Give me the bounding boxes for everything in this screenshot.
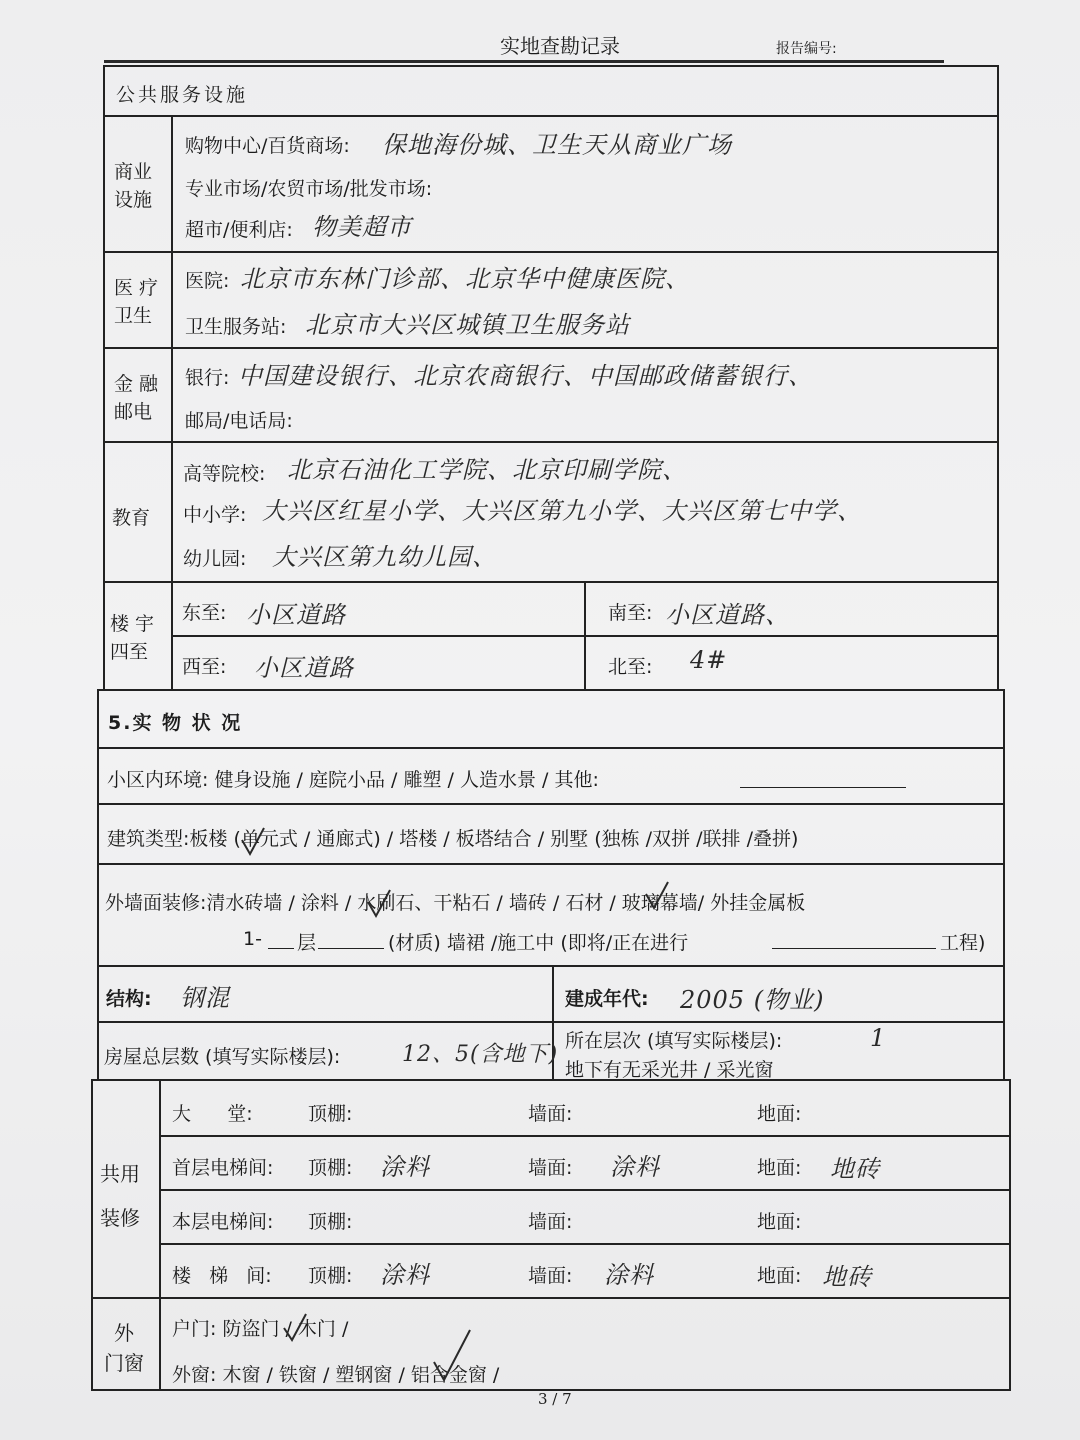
report-number-label: 报告编号: (776, 41, 837, 57)
market-label: 专业市场/农贸市场/批发市场: (185, 178, 433, 200)
hospital-label: 医院: (185, 270, 230, 292)
checkmark-icon (240, 826, 266, 858)
facade-line2-b: 层 (297, 932, 317, 954)
shopping-label: 购物中心/百货商场: (185, 135, 350, 157)
supermarket-label: 超市/便利店: (185, 219, 293, 241)
south-value: 小区道路、 (665, 601, 790, 629)
env-other-blank (740, 787, 906, 788)
floors-label: 房屋总层数 (填写实际楼层): (104, 1046, 341, 1068)
deco-row-lobby: 大 堂: (172, 1103, 253, 1125)
facade-label: 外墙面装修: (105, 892, 207, 914)
facade-line2-a: 1- (243, 928, 262, 950)
kindergarten-value: 大兴区第九幼儿园、 (272, 543, 497, 571)
deco-wall-label: 墙面: (528, 1103, 573, 1125)
structure-value: 钢混 (180, 984, 230, 1012)
deco-first-elevator-ground-value: 地砖 (830, 1155, 880, 1183)
checkmark-icon (282, 1310, 308, 1342)
deco-wall-label: 墙面: (528, 1265, 573, 1287)
deco-ground-label: 地面: (757, 1211, 802, 1233)
deco-ground-label: 地面: (757, 1265, 802, 1287)
deco-ceiling-label: 顶棚: (308, 1211, 353, 1233)
deco-ceiling-label: 顶棚: (308, 1265, 353, 1287)
building-type-row (107, 824, 798, 851)
shopping-value: 保地海份城、卫生天从商业广场 (382, 131, 732, 159)
deco-row-floor-elevator: 本层电梯间: (172, 1211, 274, 1233)
environment-label: 小区内环境: (107, 769, 209, 791)
medical-label: 医 疗 卫生 (114, 277, 159, 327)
supermarket-value: 物美超市 (312, 213, 412, 241)
finance-label: 金 融 邮电 (114, 373, 159, 423)
env-option-waterscape: 人造水景 (459, 769, 536, 791)
checkmark-icon (644, 880, 670, 912)
facade-line2-c: (材质) 墙裙 /施工中 (即将/正在进行 (388, 932, 689, 954)
document-title: 实地查勘记录 (500, 34, 620, 58)
floors-value: 12、5(含地下) (402, 1042, 559, 1067)
floor-at-value: 1 (870, 1024, 887, 1052)
environment-row: 小区内环境: 健身设施 / 庭院小品 / 雕塑 / 人造水景 / 其他: (107, 769, 599, 791)
building-type-options: 板楼 (单元式 / 通廊式) / 塔楼 / 板塔结合 / 别墅 (独栋 /双拼 /联排 /叠拼) (189, 828, 799, 850)
facade-options: 清水砖墙 / 涂料 / 水刷石、干粘石 / 墙砖 / 石材 / 玻璃幕墙/ 外挂金属板 (206, 892, 806, 914)
checkmark-icon (366, 888, 392, 920)
section-title-public-services: 公共服务设施 (116, 84, 249, 106)
page-number: 3 / 7 (538, 1390, 572, 1408)
facade-row (105, 888, 805, 915)
facade-project-blank (772, 948, 936, 949)
structure-label: 结构: (106, 988, 152, 1010)
west-value: 小区道路 (254, 654, 354, 682)
door-options: 户门: 防盗门 / 木门 / (172, 1318, 349, 1340)
west-label: 西至: (182, 656, 227, 678)
env-option-sculpture: 雕塑 (403, 769, 442, 791)
deco-wall-label: 墙面: (528, 1211, 573, 1233)
floor-at-label: 所在层次 (填写实际楼层): (565, 1030, 783, 1052)
building-type-label: 建筑类型: (107, 828, 190, 850)
bank-value: 中国建设银行、北京农商银行、中国邮政储蓄银行、 (238, 362, 813, 390)
deco-wall-label: 墙面: (528, 1157, 573, 1179)
env-option-garden: 庭院小品 (308, 769, 385, 791)
deco-stairwell-wall-value: 涂料 (604, 1261, 654, 1289)
north-value: 4# (690, 646, 728, 674)
commercial-label: 商业 设施 (114, 161, 153, 211)
deco-stairwell-ground-value: 地砖 (822, 1263, 872, 1291)
year-label: 建成年代: (565, 988, 649, 1010)
deco-first-elevator-ceiling-value: 涂料 (380, 1153, 430, 1181)
basement-text: 地下有无采光井 / 采光窗 (565, 1059, 774, 1081)
boundaries-label: 楼 宇 四至 (110, 613, 155, 663)
station-value: 北京市大兴区城镇卫生服务站 (305, 311, 630, 339)
env-other-label: 其他: (554, 769, 599, 791)
post-label: 邮局/电话局: (185, 410, 293, 432)
kindergarten-label: 幼儿园: (183, 548, 247, 570)
deco-ground-label: 地面: (757, 1103, 802, 1125)
college-value: 北京石油化工学院、北京印刷学院、 (287, 456, 687, 484)
deco-row-first-elevator: 首层电梯间: (172, 1157, 274, 1179)
deco-stairwell-ceiling-value: 涂料 (380, 1261, 430, 1289)
section-title-physical: 5.实 物 状 况 (108, 712, 243, 734)
school-label: 中小学: (183, 504, 247, 526)
facade-material-blank (318, 948, 384, 949)
north-label: 北至: (608, 656, 653, 678)
deco-first-elevator-wall-value: 涂料 (610, 1153, 660, 1181)
school-value: 大兴区红星小学、大兴区第九小学、大兴区第七中学、 (262, 497, 862, 525)
deco-ceiling-label: 顶棚: (308, 1103, 353, 1125)
facade-line2-d: 工程) (940, 932, 986, 954)
east-label: 东至: (182, 602, 227, 624)
south-label: 南至: (608, 602, 653, 624)
hospital-value: 北京市东林门诊部、北京华中健康医院、 (240, 265, 690, 293)
checkmark-icon (432, 1328, 472, 1384)
deco-row-stairwell: 楼 梯 间: (172, 1265, 272, 1287)
east-value: 小区道路 (246, 601, 346, 629)
window-options: 外窗: 木窗 / 铁窗 / 塑钢窗 / 铝合金窗 / (172, 1364, 500, 1386)
deco-ceiling-label: 顶棚: (308, 1157, 353, 1179)
facade-floor-blank (268, 948, 294, 949)
env-option-fitness: 健身设施 (214, 769, 291, 791)
deco-ground-label: 地面: (757, 1157, 802, 1179)
decoration-label: 共用 装修 (100, 1162, 140, 1230)
college-label: 高等院校: (183, 463, 266, 485)
bank-label: 银行: (185, 367, 230, 389)
doors-windows-label: 外 门窗 (104, 1321, 144, 1375)
education-label: 教育 (112, 507, 151, 529)
year-value: 2005 (物业) (680, 986, 825, 1014)
station-label: 卫生服务站: (185, 316, 287, 338)
